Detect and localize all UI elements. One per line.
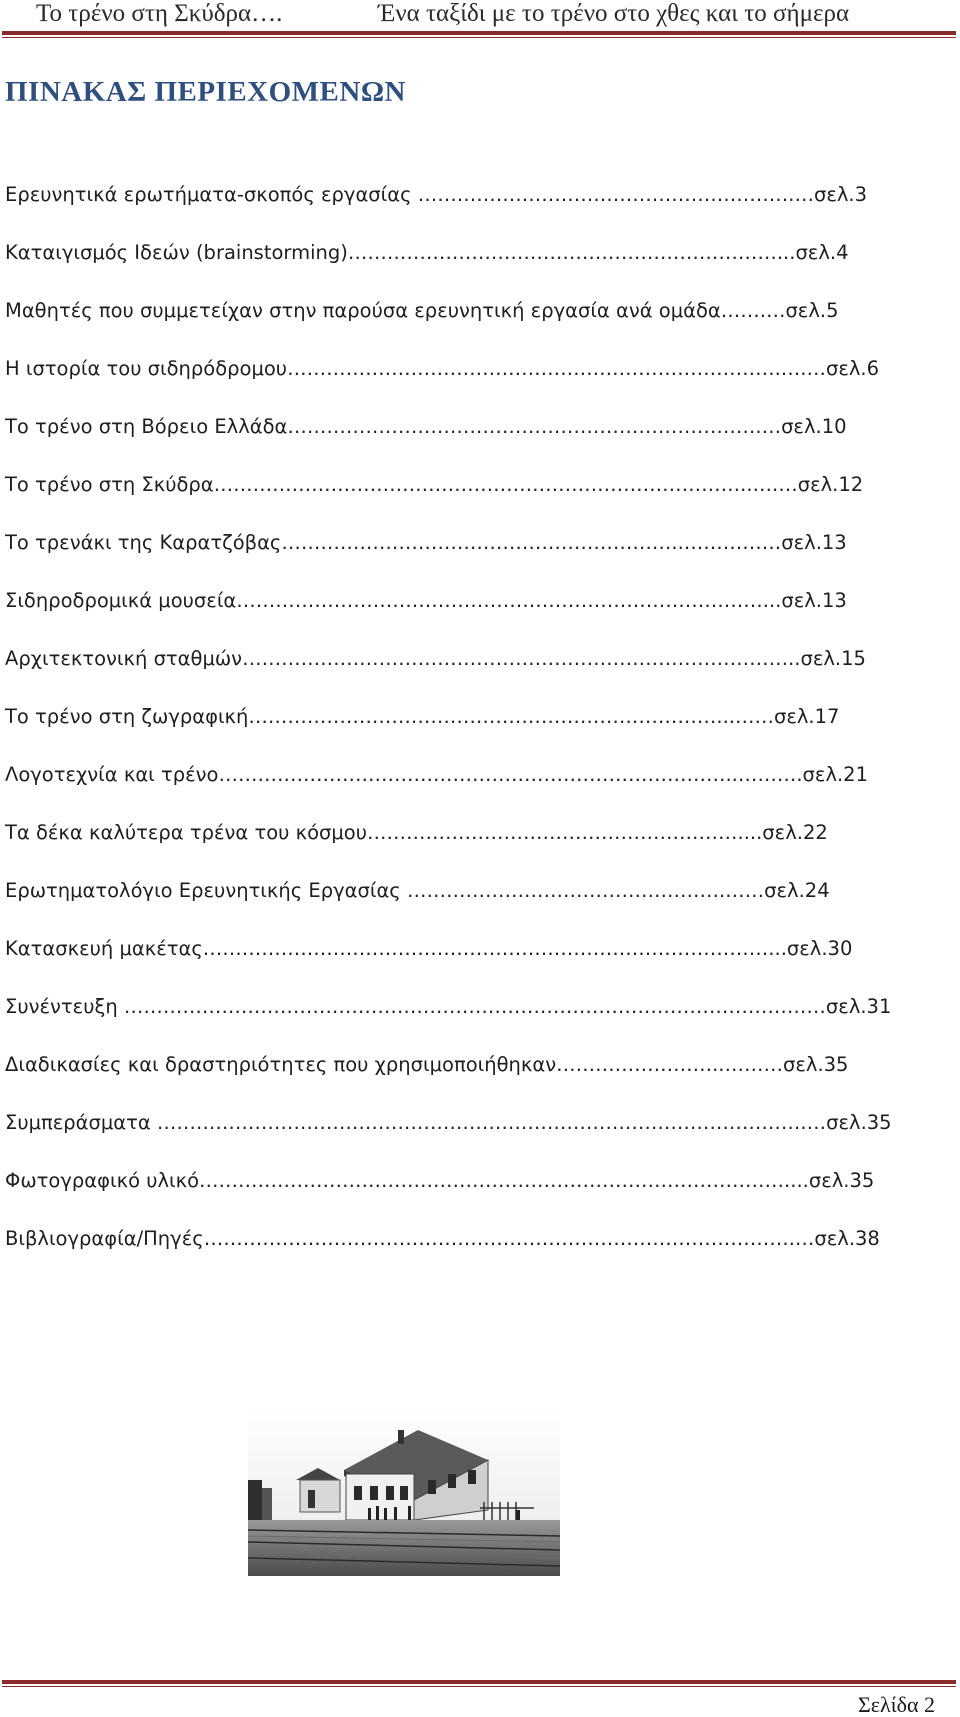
- toc-entry: Σιδηροδρομικά μουσεία………………………………………………………………………...σελ.13: [5, 589, 847, 612]
- toc-entry: Το τρένο στη Σκύδρα………………………………………………………………………..….…σελ.12: [5, 473, 864, 496]
- header-left-title: Το τρένο στη Σκύδρα….: [36, 0, 283, 27]
- toc-entry: Το τρένο στη Βόρειο Ελλάδα……………………………………………………………….…σελ.10: [5, 415, 847, 438]
- toc-entry: Ερευνητικά ερωτήματα-σκοπός εργασίας ………………………………………………….…σελ.3: [5, 183, 867, 206]
- header-rule-thin: [2, 37, 956, 38]
- toc-entry: Διαδικασίες και δραστηριότητες που χρησιμοποιήθηκαν……………………..………σελ.35: [5, 1053, 849, 1076]
- header-rule-thick: [2, 31, 956, 35]
- toc-entry: Το τρένο στη ζωγραφική………………………………………………………………...……σελ.17: [5, 705, 840, 728]
- toc-title: ΠΙΝΑΚΑΣ ΠΕΡΙΕΧΟΜΕΝΩΝ: [5, 76, 407, 108]
- footer-rule-thin: [2, 1686, 956, 1687]
- toc-entry: Η ιστορία του σιδηρόδρομου………………………………………………………………….….…σελ.6: [5, 357, 880, 380]
- toc-entry: Συνέντευξη ………………………………………………………………………………………………σελ.31: [5, 995, 892, 1018]
- page-number: Σελίδα 2: [858, 1692, 936, 1717]
- toc-list: [5, 177, 960, 1279]
- railway-station-photo: [248, 1410, 560, 1576]
- header-right-title: Ένα ταξίδι με το τρένο στο χθες και το σήμερα: [378, 0, 850, 27]
- toc-entry: Λογοτεχνία και τρένο……………………………………………………………………..……….σελ.21: [5, 763, 868, 786]
- footer-rule-thick: [2, 1680, 956, 1684]
- toc-entry: Μαθητές που συμμετείχαν στην παρούσα ερευνητική εργασία ανά ομάδα…….…σελ.5: [5, 299, 839, 322]
- toc-entry: Καταιγισμός Ιδεών (brainstorming)…………………………………………………………...σελ.4: [5, 241, 849, 264]
- toc-entry: Το τρενάκι της Καρατζόβας……………………………………………………..……………σελ.13: [5, 531, 847, 554]
- toc-entry: Φωτογραφικό υλικό………………………………………………………………………………....σελ.35: [5, 1169, 875, 1192]
- toc-entry: Κατασκευή μακέτας……………………………………………………………………………...σελ.30: [5, 937, 853, 960]
- toc-entry: Ερωτηματολόγιο Ερευνητικής Εργασίας ………………………………………….……σελ.24: [5, 879, 830, 902]
- toc-entry: Τα δέκα καλύτερα τρένα του κόσμου…………………………………………………....σελ.22: [5, 821, 828, 844]
- toc-entry: Συμπεράσματα ……………………………………………………………………………………….…σελ.35: [5, 1111, 892, 1134]
- toc-entry: Βιβλιογραφία/Πηγές……………………………………………………………………………….…σελ.38: [5, 1227, 880, 1250]
- toc-entry: Αρχιτεκτονική σταθμών…………………………………………………………………………..σελ.15: [5, 647, 866, 670]
